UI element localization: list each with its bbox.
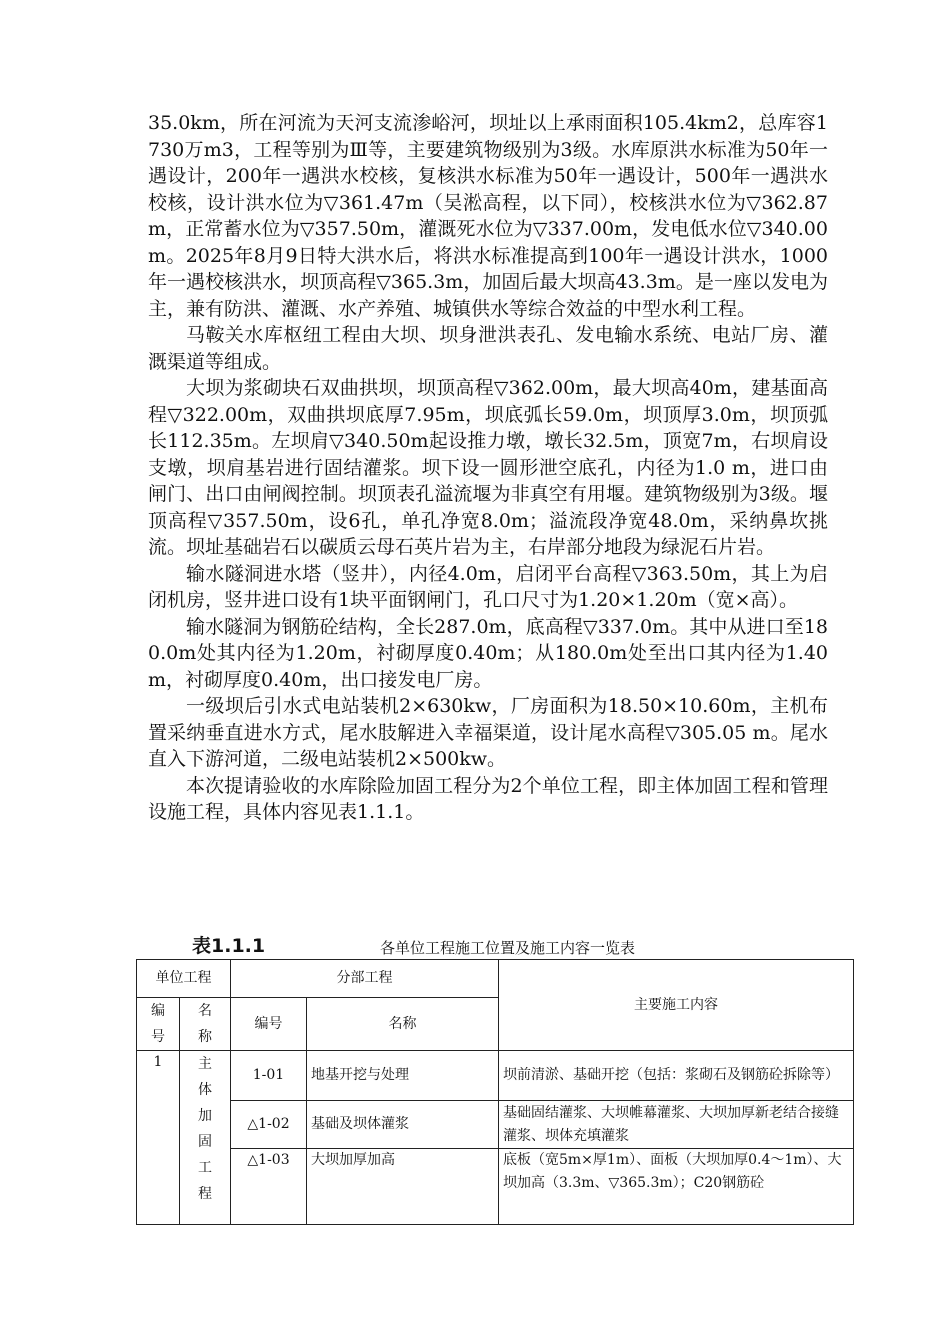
table-row bbox=[137, 1149, 854, 1225]
table-row bbox=[137, 1101, 854, 1149]
paragraph-3: 大坝为浆砌块石双曲拱坝，坝顶高程▽362.00m，最大坝高40m，建基面高程▽322.00m，双曲拱坝底厚7.95m，坝底弧长59.0m，坝顶厚3.0m，坝顶弧长112.35m。左坝肩▽340.50m起设推力墩，墩长32.5m，顶宽7m，右坝肩设支墩，坝肩基岩进行固结灌浆。坝下设一圆形泄空底孔，内径为1.0 m，进口由闸门、出口由闸阀控制。坝顶表孔溢流堰为非真空有用堰。建筑物级别为3级。堰顶高程▽357.50m，设6孔，单孔净宽8.0m；溢流段净宽48.0m，采纳鼻坎挑流。坝址基础岩石以碳质云母石英片岩为主，右岸部分地段为绿泥石片岩。 bbox=[148, 377, 828, 558]
paragraph-1: 35.0km，所在河流为天河支流渗峪河，坝址以上承雨面积105.4km2，总库容1730万m3，工程等别为Ⅲ等，主要建筑物级别为3级。水库原洪水标准为50年一遇设计，200年一遇洪水校核，复核洪水标准为50年一遇设计，500年一遇洪水校核，设计洪水位为▽361.47m（吴淞高程，以下同），校核洪水位为▽362.87m，正常蓄水位为▽357.50m，灌溉死水位为▽337.00m，发电低水位▽340.00m。2025年8月9日特大洪水后，将洪水标准提高到100年一遇设计洪水，1000年一遇校核洪水，坝顶高程▽365.3m，加固后最大坝高43.3m。是一座以发电为主，兼有防洪、灌溉、水产养殖、城镇供水等综合效益的中型水利工程。 bbox=[148, 112, 828, 320]
paragraph-6: 一级坝后引水式电站装机2×630kw，厂房面积为18.50×10.60m，主机布置采纳垂直进水方式，尾水肢解进入幸福渠道，设计尾水高程▽305.05 m。尾水直入下游河道，二级电站装机2×500kw。 bbox=[148, 695, 828, 770]
row-code: △1-03 bbox=[231, 1149, 307, 1225]
table-title: 各单位工程施工位置及施工内容一览表 bbox=[380, 939, 636, 957]
row-content: 坝前清淤、基础开挖（包括：浆砌石及钢筋砼拆除等） bbox=[499, 1051, 854, 1101]
unit-name-cell: 主体加固工程 bbox=[180, 1051, 231, 1225]
body-text bbox=[148, 110, 828, 826]
header-sub-no: 编号 bbox=[231, 998, 307, 1051]
header-sub-name: 名称 bbox=[307, 998, 499, 1051]
row-content: 底板（宽5m×厚1m）、面板（大坝加厚0.4～1m）、大坝加高（3.3m、▽365.3m）；C20钢筋砼 bbox=[499, 1149, 854, 1225]
table-row bbox=[137, 1051, 854, 1101]
unit-no-cell: 1 bbox=[137, 1051, 180, 1225]
row-name: 基础及坝体灌浆 bbox=[307, 1101, 499, 1149]
table-caption bbox=[192, 934, 832, 958]
header-unit-project: 单位工程 bbox=[137, 960, 231, 998]
row-name: 地基开挖与处理 bbox=[307, 1051, 499, 1101]
header-main-content: 主要施工内容 bbox=[499, 960, 854, 1051]
row-name: 大坝加厚加高 bbox=[307, 1149, 499, 1225]
header-unit-name: 名称 bbox=[180, 998, 231, 1051]
unit-project-table bbox=[136, 959, 854, 1225]
header-sub-project: 分部工程 bbox=[231, 960, 499, 998]
paragraph-2: 马鞍关水库枢纽工程由大坝、坝身泄洪表孔、发电输水系统、电站厂房、灌溉渠道等组成。 bbox=[148, 324, 828, 373]
table-number: 表1.1.1 bbox=[192, 935, 266, 957]
paragraph-7: 本次提请验收的水库除险加固工程分为2个单位工程，即主体加固工程和管理设施工程，具体内容见表1.1.1。 bbox=[148, 774, 828, 823]
paragraph-4: 输水隧洞进水塔（竖井），内径4.0m，启闭平台高程▽363.50m，其上为启闭机房，竖井进口设有1块平面钢闸门，孔口尺寸为1.20×1.20m（宽×高）。 bbox=[148, 562, 828, 611]
row-code: 1-01 bbox=[231, 1051, 307, 1101]
paragraph-5: 输水隧洞为钢筋砼结构，全长287.0m，底高程▽337.0m。其中从进口至180.0m处其内径为1.20m，衬砌厚度0.40m；从180.0m处至出口其内径为1.40m，衬砌厚度0.40m，出口接发电厂房。 bbox=[148, 615, 828, 691]
header-unit-no: 编号 bbox=[137, 998, 180, 1051]
row-content: 基础固结灌浆、大坝帷幕灌浆、大坝加厚新老结合接缝灌浆、坝体充填灌浆 bbox=[499, 1101, 854, 1149]
row-code: △1-02 bbox=[231, 1101, 307, 1149]
